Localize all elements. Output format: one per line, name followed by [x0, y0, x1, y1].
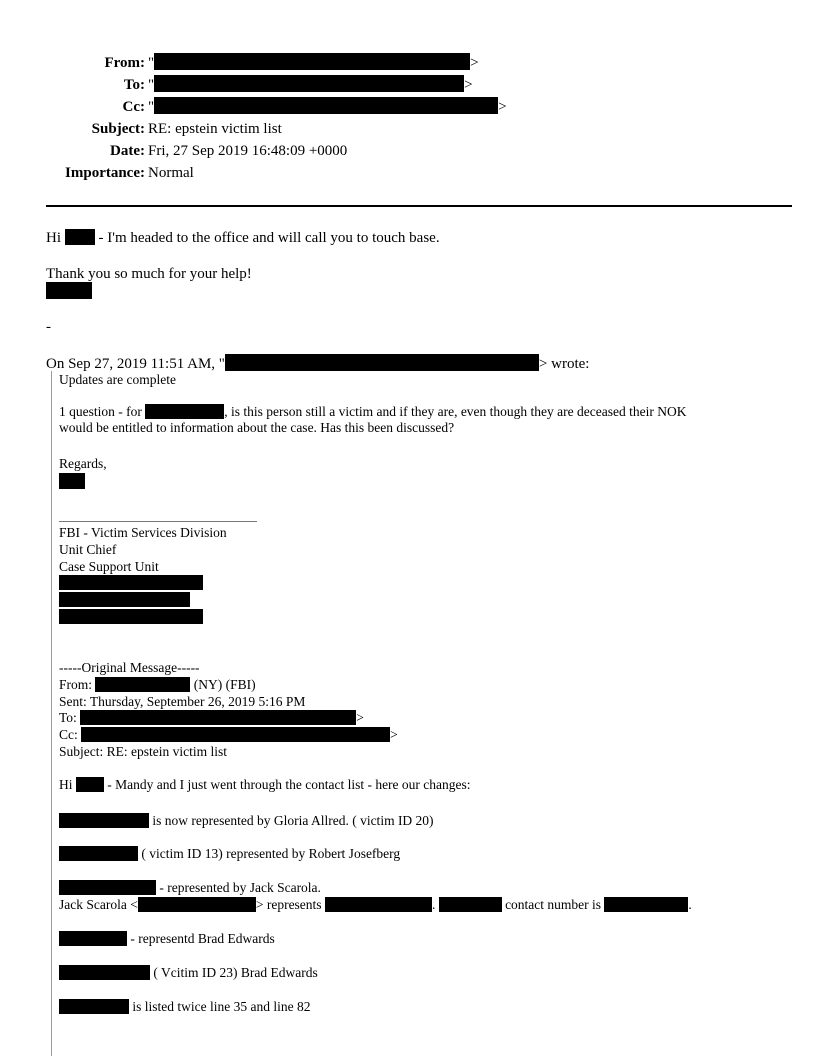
redaction-block [59, 931, 127, 946]
signature-redaction [46, 282, 92, 299]
header-to-label: To: [123, 77, 145, 93]
redaction-block [604, 897, 688, 912]
redaction-block [76, 777, 104, 792]
header-subject-label: Subject: [91, 121, 145, 137]
redaction-block [95, 677, 190, 692]
quoted-question-line1: 1 question - for , is this person still a victim and if they are, even though they are deceased their NOK [59, 404, 687, 419]
redaction-block [59, 813, 149, 828]
list-item: Jack Scarola < > represents . contact number is . [59, 897, 692, 912]
redaction-block [59, 965, 150, 980]
thanks-line: Thank you so much for your help! [46, 266, 252, 282]
original-to: To: > [59, 710, 364, 725]
header-date-label: Date: [110, 143, 145, 159]
quoted-regards: Regards, [59, 456, 107, 471]
header-date-value: Fri, 27 Sep 2019 16:48:09 +0000 [148, 143, 348, 159]
redaction-block [225, 354, 539, 371]
greeting-line: Hi - I'm headed to the office and will call you to touch base. [46, 230, 440, 246]
signature-org: FBI - Victim Services Division [59, 525, 227, 540]
redaction-block [145, 404, 224, 419]
redaction-block [439, 897, 502, 912]
list-item: - represented by Jack Scarola. [59, 880, 321, 896]
redaction-block [65, 229, 95, 245]
list-item: - representd Brad Edwards [59, 931, 275, 947]
redaction-block [59, 880, 156, 895]
list-item: is listed twice line 35 and line 82 [59, 999, 310, 1015]
original-cc: Cc: > [59, 727, 398, 742]
redaction-block [154, 97, 498, 114]
header-importance-label: Importance: [65, 165, 145, 181]
redaction-block [154, 75, 464, 92]
original-message-header: -----Original Message----- [59, 660, 200, 675]
reply-intro-line: On Sep 27, 2019 11:51 AM, " > wrote: [46, 356, 590, 372]
header-from-label: From: [104, 55, 145, 71]
original-greeting: Hi - Mandy and I just went through the contact list - here our changes: [59, 777, 471, 792]
original-subject: Subject: RE: epstein victim list [59, 744, 227, 759]
redaction-block [138, 897, 256, 912]
quoted-question-line2: would be entitled to information about the case. Has this been discussed? [59, 420, 455, 435]
original-sent: Sent: Thursday, September 26, 2019 5:16 PM [59, 694, 306, 709]
header-to-value: " > [148, 77, 473, 93]
original-from: From: (NY) (FBI) [59, 677, 256, 692]
redaction-block [81, 727, 390, 742]
signature-redaction [59, 609, 203, 624]
header-subject-value: RE: epstein victim list [148, 121, 282, 137]
signature-rule [59, 521, 257, 522]
header-cc-label: Cc: [122, 99, 145, 115]
header-importance-value: Normal [148, 165, 194, 181]
redaction-block [80, 710, 356, 725]
list-item: is now represented by Gloria Allred. ( victim ID 20) [59, 813, 434, 829]
quote-bar [51, 371, 52, 1056]
signature-redaction [59, 592, 190, 607]
signature-title: Unit Chief [59, 542, 117, 557]
header-date-row [0, 140, 145, 162]
dash-line: - [46, 319, 51, 335]
redaction-block [59, 846, 138, 861]
header-importance-row [0, 162, 145, 184]
header-cc-row [0, 96, 145, 118]
quoted-updates: Updates are complete [59, 372, 176, 387]
header-subject-row [0, 118, 145, 140]
signature-unit: Case Support Unit [59, 559, 159, 574]
header-from-value: " > [148, 55, 479, 71]
list-item: ( Vcitim ID 23) Brad Edwards [59, 965, 318, 981]
header-from-row [0, 52, 145, 74]
header-cc-value: " > [148, 99, 507, 115]
header-divider [46, 205, 792, 207]
redaction-block [325, 897, 432, 912]
redaction-block [59, 999, 129, 1014]
list-item: ( victim ID 13) represented by Robert Josefberg [59, 846, 400, 862]
signature-redaction [59, 575, 203, 590]
signature-redaction [59, 473, 85, 489]
redaction-block [154, 53, 470, 70]
header-to-row [0, 74, 145, 96]
